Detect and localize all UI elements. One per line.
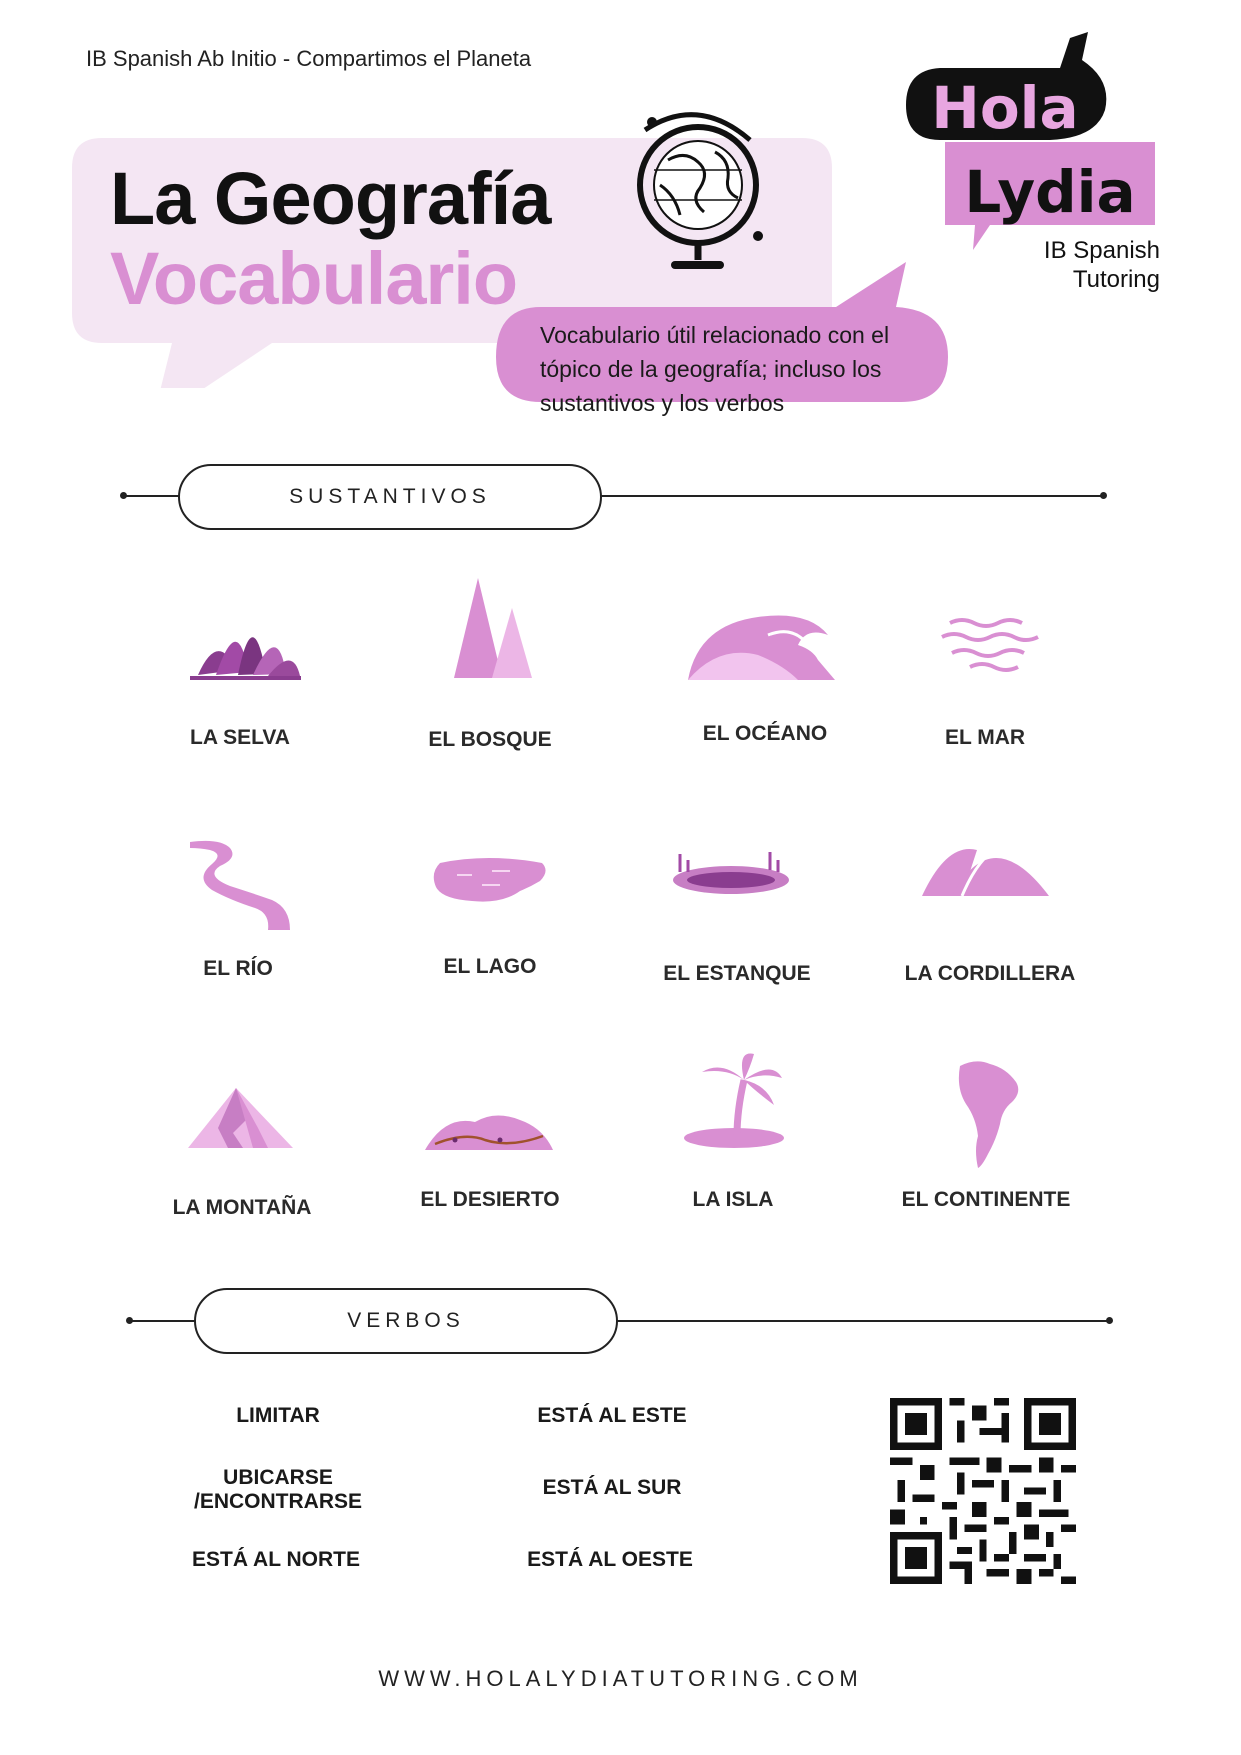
noun-label: EL LAGO (443, 955, 537, 978)
sea-icon (940, 615, 1040, 675)
logo-subtitle-line2: Tutoring (1072, 266, 1160, 293)
island-icon (682, 1050, 785, 1148)
verb-item: UBICARSE /ENCONTRARSE (193, 1466, 362, 1513)
noun-label: LA SELVA (190, 726, 290, 749)
noun-label: EL ESTANQUE (663, 962, 811, 985)
logo-subtitle (1030, 236, 1160, 294)
noun-label: LA MONTAÑA (172, 1196, 312, 1219)
section-title-nouns: SUSTANTIVOS (178, 464, 602, 530)
mountain-icon (188, 1088, 293, 1148)
page-title-subtitle: Vocabulario (110, 237, 518, 320)
desert-icon (425, 1110, 553, 1150)
globe-icon (620, 100, 790, 280)
section-divider-dot (1100, 492, 1107, 499)
verb-item: LIMITAR (236, 1404, 320, 1427)
logo-subtitle-line1: IB Spanish (1043, 237, 1160, 264)
qr-code[interactable] (890, 1398, 1076, 1584)
section-title-verbs: VERBOS (194, 1288, 618, 1354)
svg-text:Lydia: Lydia (964, 158, 1136, 226)
mountain-range-icon (922, 840, 1049, 896)
ocean-wave-icon (688, 605, 835, 680)
noun-label: EL DESIERTO (420, 1188, 560, 1211)
svg-text:Hola: Hola (931, 74, 1079, 142)
verb-item: ESTÁ AL ESTE (537, 1404, 687, 1427)
noun-label: EL OCÉANO (702, 722, 828, 745)
description-text: Vocabulario útil relacionado con el tópico de la geografía; incluso los sustantivos y los verbos (540, 322, 890, 416)
noun-label: LA CORDILLERA (904, 962, 1076, 985)
verb-item: ESTÁ AL NORTE (191, 1548, 360, 1571)
lake-icon (432, 857, 548, 904)
verb-item: ESTÁ AL SUR (542, 1476, 682, 1499)
page-title: La Geografía (110, 157, 551, 240)
river-icon (190, 838, 292, 930)
continent-icon (956, 1058, 1022, 1168)
pond-icon (670, 848, 792, 896)
forest-icon (450, 578, 535, 680)
noun-label: EL MAR (944, 726, 1026, 749)
section-divider-dot (1106, 1317, 1113, 1324)
verb-item: ESTÁ AL OESTE (527, 1548, 693, 1571)
noun-label: LA ISLA (692, 1188, 774, 1211)
website-link[interactable]: WWW.HOLALYDIATUTORING.COM (378, 1666, 863, 1691)
jungle-icon (188, 600, 303, 682)
noun-label: EL CONTINENTE (901, 1188, 1071, 1211)
noun-label: EL RÍO (203, 957, 273, 980)
course-subtitle: IB Spanish Ab Initio - Compartimos el Planeta (86, 46, 532, 71)
noun-label: EL BOSQUE (428, 728, 552, 751)
